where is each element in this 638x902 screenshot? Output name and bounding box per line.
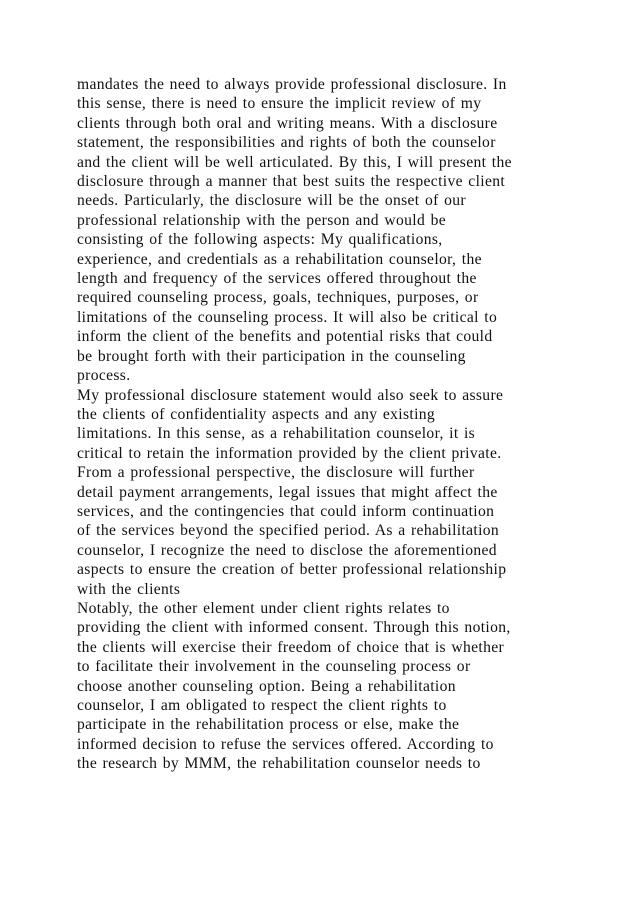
text-line: statement, the responsibilities and rights of both the counselor xyxy=(77,134,496,152)
text-line: choose another counseling option. Being a rehabilitation xyxy=(77,677,456,695)
text-line: consisting of the following aspects: My qualifications, xyxy=(77,231,443,249)
text-line: participate in the rehabilitation process or else, make the xyxy=(77,716,460,734)
text-line: counselor, I am obligated to respect the client rights to xyxy=(77,697,447,714)
text-line: the clients will exercise their freedom of choice that is whether xyxy=(77,638,505,656)
text-line: experience, and credentials as a rehabilitation counselor, the xyxy=(77,250,482,268)
text-line: counselor, I recognize the need to disclose the aforementioned xyxy=(77,541,497,559)
text-line: limitations. In this sense, as a rehabilitation counselor, it is xyxy=(77,425,476,443)
text-line: the research by MMM, the rehabilitation counselor needs to xyxy=(77,755,481,773)
text-line: Notably, the other element under client rights relates to xyxy=(77,599,450,617)
text-line: needs. Particularly, the disclosure will be the onset of our xyxy=(77,192,466,210)
text-line: clients through both oral and writing means. With a disclosure xyxy=(77,114,498,132)
text-line: inform the client of the benefits and potential risks that could xyxy=(77,328,493,346)
text-line: My professional disclosure statement would also seek to assure xyxy=(77,386,504,404)
text-line: aspects to ensure the creation of better professional relationship xyxy=(77,561,507,579)
text-line: services, and the contingencies that could inform continuation xyxy=(77,502,495,520)
text-line: be brought forth with their participation in the counseling xyxy=(77,347,466,365)
text-line: detail payment arrangements, legal issues that might affect the xyxy=(77,483,498,501)
text-line: length and frequency of the services offered throughout the xyxy=(77,270,477,288)
text-line: limitations of the counseling process. It will also be critical to xyxy=(77,308,498,326)
text-line: of the services beyond the specified period. As a rehabilitation xyxy=(77,522,500,540)
text-line: providing the client with informed consent. Through this notion, xyxy=(77,619,511,637)
text-line: required counseling process, goals, techniques, purposes, or xyxy=(77,289,479,307)
text-line: the clients of confidentiality aspects and any existing xyxy=(77,405,436,423)
text-line: From a professional perspective, the disclosure will further xyxy=(77,464,475,482)
text-line: with the clients xyxy=(77,580,181,598)
text-line: disclosure through a manner that best suits the respective client xyxy=(77,173,506,191)
text-line: this sense, there is need to ensure the implicit review of my xyxy=(77,95,482,113)
text-line: professional relationship with the person and would be xyxy=(77,211,446,229)
text-line: to facilitate their involvement in the counseling process or xyxy=(77,658,471,676)
text-line: mandates the need to always provide professional disclosure. In xyxy=(77,76,507,93)
body-text xyxy=(77,75,567,774)
text-line: critical to retain the information provided by the client private. xyxy=(77,444,502,462)
text-line: informed decision to refuse the services offered. According to xyxy=(77,735,494,753)
text-line: and the client will be well articulated. By this, I will present the xyxy=(77,153,512,171)
text-line: process. xyxy=(77,367,131,385)
